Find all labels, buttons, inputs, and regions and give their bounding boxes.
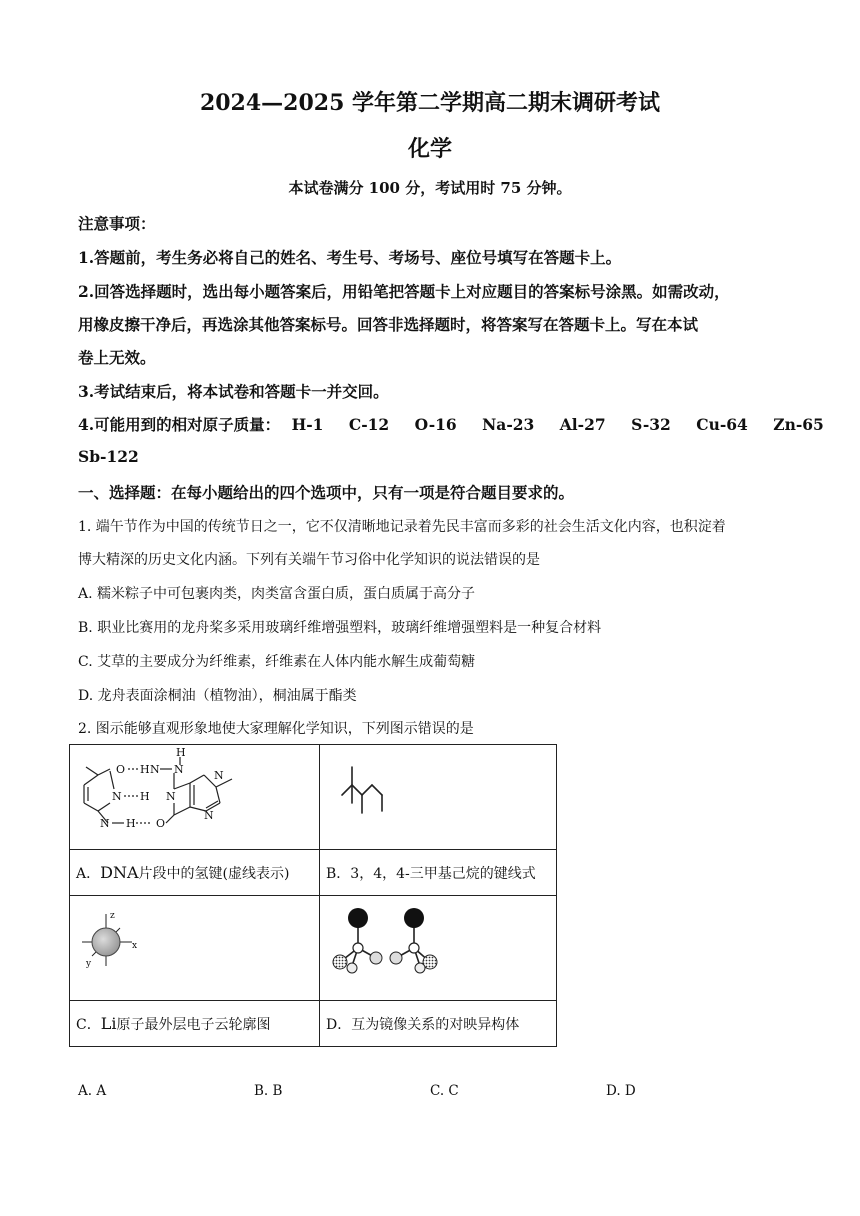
dna-atom-n6: N xyxy=(174,763,184,776)
q2-stem: 2. 图示能够直观形象地使大家理解化学知识，下列图示错误的是 xyxy=(78,721,474,737)
mass-s: S-32 xyxy=(631,415,671,434)
q2-answer-b[interactable]: B. B xyxy=(254,1083,283,1099)
note-item-3: 3.考试结束后，将本试卷和答题卡一并交回。 xyxy=(78,382,389,401)
dna-atom-n5: N xyxy=(150,763,160,776)
note-item-4-masses xyxy=(78,413,824,435)
left-gray-atom xyxy=(370,952,382,964)
mass-na: Na-23 xyxy=(482,415,535,434)
notes-heading: 注意事项： xyxy=(78,214,156,233)
left-white-atom xyxy=(347,963,357,973)
right-black-atom xyxy=(404,908,424,928)
q1-stem-line-2: 博大精深的历史文化内涵。下列有关端午节习俗中化学知识的说法错误的是 xyxy=(78,552,540,568)
dna-atom-n4: N xyxy=(204,809,214,822)
mass-zn: Zn-65 xyxy=(773,415,824,434)
caption-a-prefix: A． xyxy=(76,865,101,882)
q2-answer-d[interactable]: D. D xyxy=(606,1083,636,1099)
skeletal-formula-drawing xyxy=(320,745,556,845)
figure-b-caption: B．3，4，4-三甲基己烷的键线式 xyxy=(320,850,557,896)
figure-d-caption: D．互为镜像关系的对映异构体 xyxy=(320,1001,557,1047)
dna-structure-drawing xyxy=(70,745,319,845)
mass-cu: Cu-64 xyxy=(696,415,748,434)
axis-z-label: z xyxy=(110,911,115,921)
dna-atom-h3: H xyxy=(140,790,150,803)
q1-stem-line-1: 1. 端午节作为中国的传统节日之一，它不仅清晰地记录着先民丰富而多彩的社会生活文化内容，也积淀着 xyxy=(78,519,726,535)
q1-option-a: A. 糯米粽子中可包裹肉类，肉类富含蛋白质，蛋白质属于高分子 xyxy=(78,586,476,602)
left-black-atom xyxy=(348,908,368,928)
figure-a-caption xyxy=(70,850,320,896)
left-dotted-atom xyxy=(333,955,347,969)
note-item-2-line-3: 卷上无效。 xyxy=(78,348,156,367)
exam-title: 2024—2025 学年第二学期高二期末调研考试 xyxy=(199,90,661,116)
section-1-heading: 一、选择题：在每小题给出的四个选项中，只有一项是符合题目要求的。 xyxy=(78,483,575,502)
axis-y-label: y xyxy=(86,959,92,969)
mass-al: Al-27 xyxy=(559,415,606,434)
note-item-2-line-2: 用橡皮擦干净后，再选涂其他答案标号。回答非选择题时，将答案写在答题卡上。写在本试 xyxy=(78,315,699,334)
mass-o: O-16 xyxy=(414,415,457,434)
right-center-atom xyxy=(409,943,419,953)
masses-lead: 4.可能用到的相对原子质量： xyxy=(78,415,281,434)
figure-a-dna xyxy=(70,745,320,850)
dna-atom-n3: N xyxy=(214,769,224,782)
q2-answer-a[interactable]: A. A xyxy=(78,1083,107,1099)
q1-option-c: C. 艾草的主要成分为纤维素，纤维素在人体内能水解生成葡萄糖 xyxy=(78,654,476,670)
figure-c-caption xyxy=(70,1001,320,1047)
dna-atom-n2: N xyxy=(166,790,176,803)
mass-c: C-12 xyxy=(348,415,390,434)
q1-option-d: D. 龙舟表面涂桐油（植物油），桐油属于酯类 xyxy=(78,688,357,704)
caption-c-text: 原子最外层电子云轮廓图 xyxy=(116,1016,271,1033)
note-item-2-line-1: 2.回答选择题时，选出每小题答案后，用铅笔把答题卡上对应题目的答案标号涂黑。如需改动， xyxy=(78,282,730,301)
caption-a-text: 片段中的氢键(虚线表示) xyxy=(138,865,290,882)
axis-x-label: x xyxy=(132,941,138,951)
right-white-atom xyxy=(415,963,425,973)
mass-sb: Sb-122 xyxy=(78,447,139,466)
figure-c-orbital xyxy=(70,896,320,1001)
figure-d-enantiomers xyxy=(320,896,557,1001)
s-orbital-sphere xyxy=(92,928,120,956)
exam-info: 本试卷满分 100 分，考试用时 75 分钟。 xyxy=(288,179,572,197)
dna-atom-o2: O xyxy=(156,817,166,830)
note-item-1: 1.答题前，考生务必将自己的姓名、考生号、考场号、座位号填写在答题卡上。 xyxy=(78,248,622,267)
dna-atom-n1: N xyxy=(112,790,122,803)
dna-atom-o1: O xyxy=(116,763,126,776)
dna-atom-n7: N xyxy=(100,817,110,830)
dna-atom-h1: H xyxy=(140,763,150,776)
caption-c-li: Li xyxy=(100,1013,117,1033)
mass-h: H-1 xyxy=(291,415,324,434)
figure-b-skeletal xyxy=(320,745,557,850)
orbital-drawing xyxy=(70,896,319,996)
q2-figure-table xyxy=(69,744,557,1047)
right-gray-atom xyxy=(390,952,402,964)
enantiomer-drawing xyxy=(320,896,556,996)
caption-c-prefix: C． xyxy=(76,1016,101,1033)
dna-atom-h2: H xyxy=(176,746,186,759)
dna-atom-h4: H xyxy=(126,817,136,830)
q2-answer-c[interactable]: C. C xyxy=(430,1083,459,1099)
exam-subject: 化学 xyxy=(407,136,452,162)
q1-option-b: B. 职业比赛用的龙舟桨多采用玻璃纤维增强塑料，玻璃纤维增强塑料是一种复合材料 xyxy=(78,620,602,636)
caption-a-dna: DNA xyxy=(100,862,139,882)
left-center-atom xyxy=(353,943,363,953)
